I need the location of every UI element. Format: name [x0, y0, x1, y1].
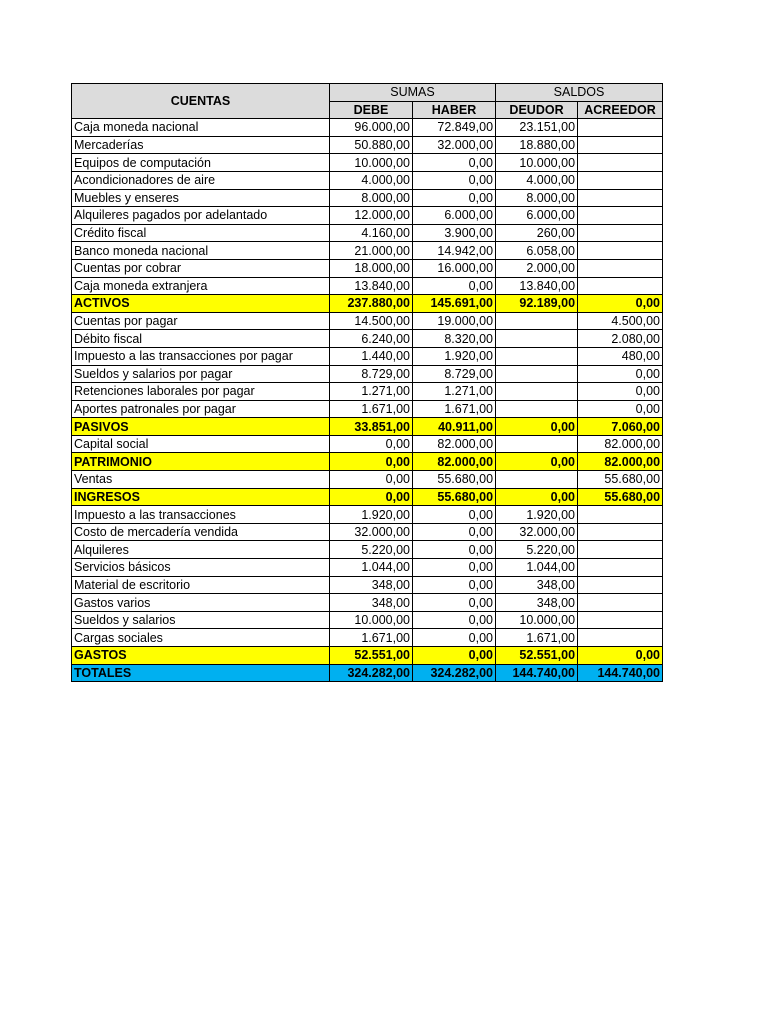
- deudor-cell: 144.740,00: [496, 664, 578, 682]
- debe-cell: 324.282,00: [330, 664, 413, 682]
- acreedor-cell: 0,00: [578, 365, 663, 383]
- haber-cell: 8.320,00: [413, 330, 496, 348]
- account-cell: Material de escritorio: [72, 576, 330, 594]
- account-cell: Alquileres: [72, 541, 330, 559]
- haber-cell: 82.000,00: [413, 453, 496, 471]
- haber-cell: 0,00: [413, 594, 496, 612]
- account-cell: PATRIMONIO: [72, 453, 330, 471]
- haber-cell: 145.691,00: [413, 295, 496, 313]
- trial-balance-table: [71, 83, 663, 682]
- debe-cell: 1.920,00: [330, 506, 413, 524]
- table-row: [72, 383, 663, 401]
- table-row: [72, 541, 663, 559]
- account-cell: Cuentas por pagar: [72, 312, 330, 330]
- table-row: [72, 330, 663, 348]
- debe-cell: 52.551,00: [330, 647, 413, 665]
- debe-cell: 10.000,00: [330, 154, 413, 172]
- deudor-cell: [496, 312, 578, 330]
- acreedor-cell: [578, 611, 663, 629]
- table-row: [72, 312, 663, 330]
- deudor-cell: 8.000,00: [496, 189, 578, 207]
- header-deudor: DEUDOR: [496, 101, 578, 119]
- acreedor-cell: [578, 189, 663, 207]
- debe-cell: 348,00: [330, 594, 413, 612]
- account-cell: GASTOS: [72, 647, 330, 665]
- table-row: [72, 523, 663, 541]
- haber-cell: 0,00: [413, 611, 496, 629]
- table-header: [72, 84, 663, 119]
- acreedor-cell: 82.000,00: [578, 453, 663, 471]
- haber-cell: 0,00: [413, 576, 496, 594]
- account-cell: Caja moneda extranjera: [72, 277, 330, 295]
- acreedor-cell: 0,00: [578, 295, 663, 313]
- header-acreedor: ACREEDOR: [578, 101, 663, 119]
- deudor-cell: [496, 365, 578, 383]
- deudor-cell: [496, 400, 578, 418]
- table-row: [72, 154, 663, 172]
- debe-cell: 4.160,00: [330, 224, 413, 242]
- account-cell: Alquileres pagados por adelantado: [72, 207, 330, 225]
- account-cell: Retenciones laborales por pagar: [72, 383, 330, 401]
- deudor-cell: 52.551,00: [496, 647, 578, 665]
- deudor-cell: 0,00: [496, 418, 578, 436]
- haber-cell: 0,00: [413, 277, 496, 295]
- haber-cell: 8.729,00: [413, 365, 496, 383]
- deudor-cell: 10.000,00: [496, 611, 578, 629]
- deudor-cell: 0,00: [496, 453, 578, 471]
- debe-cell: 0,00: [330, 453, 413, 471]
- acreedor-cell: [578, 224, 663, 242]
- deudor-cell: 1.044,00: [496, 559, 578, 577]
- debe-cell: 4.000,00: [330, 171, 413, 189]
- deudor-cell: 92.189,00: [496, 295, 578, 313]
- debe-cell: 18.000,00: [330, 259, 413, 277]
- acreedor-cell: [578, 594, 663, 612]
- haber-cell: 0,00: [413, 523, 496, 541]
- haber-cell: 1.671,00: [413, 400, 496, 418]
- subtotal-row: [72, 418, 663, 436]
- deudor-cell: 6.058,00: [496, 242, 578, 260]
- table-row: [72, 611, 663, 629]
- table-row: [72, 559, 663, 577]
- deudor-cell: 348,00: [496, 576, 578, 594]
- account-cell: Cuentas por cobrar: [72, 259, 330, 277]
- haber-cell: 3.900,00: [413, 224, 496, 242]
- deudor-cell: 260,00: [496, 224, 578, 242]
- deudor-cell: 23.151,00: [496, 119, 578, 137]
- debe-cell: 6.240,00: [330, 330, 413, 348]
- debe-cell: 10.000,00: [330, 611, 413, 629]
- haber-cell: 0,00: [413, 647, 496, 665]
- haber-cell: 0,00: [413, 629, 496, 647]
- table-row: [72, 594, 663, 612]
- haber-cell: 40.911,00: [413, 418, 496, 436]
- haber-cell: 324.282,00: [413, 664, 496, 682]
- haber-cell: 0,00: [413, 154, 496, 172]
- deudor-cell: 10.000,00: [496, 154, 578, 172]
- debe-cell: 1.671,00: [330, 400, 413, 418]
- account-cell: Impuesto a las transacciones: [72, 506, 330, 524]
- debe-cell: 12.000,00: [330, 207, 413, 225]
- acreedor-cell: [578, 136, 663, 154]
- account-cell: ACTIVOS: [72, 295, 330, 313]
- debe-cell: 21.000,00: [330, 242, 413, 260]
- table-row: [72, 277, 663, 295]
- haber-cell: 55.680,00: [413, 471, 496, 489]
- account-cell: Capital social: [72, 435, 330, 453]
- acreedor-cell: [578, 629, 663, 647]
- acreedor-cell: [578, 559, 663, 577]
- haber-cell: 0,00: [413, 506, 496, 524]
- debe-cell: 8.000,00: [330, 189, 413, 207]
- table-row: [72, 576, 663, 594]
- deudor-cell: [496, 383, 578, 401]
- account-cell: Costo de mercadería vendida: [72, 523, 330, 541]
- table-row: [72, 136, 663, 154]
- acreedor-cell: [578, 119, 663, 137]
- deudor-cell: 13.840,00: [496, 277, 578, 295]
- subtotal-row: [72, 295, 663, 313]
- acreedor-cell: 0,00: [578, 400, 663, 418]
- deudor-cell: 5.220,00: [496, 541, 578, 559]
- table-body: [72, 119, 663, 682]
- header-debe: DEBE: [330, 101, 413, 119]
- debe-cell: 13.840,00: [330, 277, 413, 295]
- account-cell: Acondicionadores de aire: [72, 171, 330, 189]
- deudor-cell: [496, 435, 578, 453]
- account-cell: PASIVOS: [72, 418, 330, 436]
- account-cell: Impuesto a las transacciones por pagar: [72, 347, 330, 365]
- account-cell: INGRESOS: [72, 488, 330, 506]
- debe-cell: 96.000,00: [330, 119, 413, 137]
- acreedor-cell: [578, 541, 663, 559]
- deudor-cell: 32.000,00: [496, 523, 578, 541]
- haber-cell: 0,00: [413, 171, 496, 189]
- debe-cell: 237.880,00: [330, 295, 413, 313]
- account-cell: Servicios básicos: [72, 559, 330, 577]
- table-row: [72, 119, 663, 137]
- account-cell: Sueldos y salarios: [72, 611, 330, 629]
- acreedor-cell: [578, 207, 663, 225]
- deudor-cell: 18.880,00: [496, 136, 578, 154]
- deudor-cell: 1.671,00: [496, 629, 578, 647]
- acreedor-cell: 4.500,00: [578, 312, 663, 330]
- debe-cell: 1.671,00: [330, 629, 413, 647]
- account-cell: Sueldos y salarios por pagar: [72, 365, 330, 383]
- account-cell: Mercaderías: [72, 136, 330, 154]
- acreedor-cell: 82.000,00: [578, 435, 663, 453]
- acreedor-cell: 0,00: [578, 383, 663, 401]
- account-cell: Débito fiscal: [72, 330, 330, 348]
- haber-cell: 32.000,00: [413, 136, 496, 154]
- acreedor-cell: 0,00: [578, 647, 663, 665]
- account-cell: Banco moneda nacional: [72, 242, 330, 260]
- header-sumas: SUMAS: [330, 84, 496, 102]
- haber-cell: 55.680,00: [413, 488, 496, 506]
- deudor-cell: [496, 471, 578, 489]
- subtotal-row: [72, 453, 663, 471]
- acreedor-cell: 2.080,00: [578, 330, 663, 348]
- deudor-cell: 1.920,00: [496, 506, 578, 524]
- deudor-cell: 4.000,00: [496, 171, 578, 189]
- table-row: [72, 365, 663, 383]
- account-cell: Muebles y enseres: [72, 189, 330, 207]
- header-saldos: SALDOS: [496, 84, 663, 102]
- table-row: [72, 435, 663, 453]
- table-row: [72, 506, 663, 524]
- acreedor-cell: 55.680,00: [578, 488, 663, 506]
- account-cell: Gastos varios: [72, 594, 330, 612]
- acreedor-cell: 144.740,00: [578, 664, 663, 682]
- deudor-cell: 348,00: [496, 594, 578, 612]
- debe-cell: 0,00: [330, 471, 413, 489]
- debe-cell: 5.220,00: [330, 541, 413, 559]
- deudor-cell: 2.000,00: [496, 259, 578, 277]
- debe-cell: 1.440,00: [330, 347, 413, 365]
- haber-cell: 14.942,00: [413, 242, 496, 260]
- table-row: [72, 347, 663, 365]
- acreedor-cell: [578, 506, 663, 524]
- subtotal-row: [72, 647, 663, 665]
- acreedor-cell: [578, 242, 663, 260]
- account-cell: Aportes patronales por pagar: [72, 400, 330, 418]
- debe-cell: 32.000,00: [330, 523, 413, 541]
- deudor-cell: [496, 347, 578, 365]
- haber-cell: 0,00: [413, 559, 496, 577]
- haber-cell: 72.849,00: [413, 119, 496, 137]
- account-cell: Ventas: [72, 471, 330, 489]
- table-row: [72, 207, 663, 225]
- haber-cell: 0,00: [413, 541, 496, 559]
- acreedor-cell: [578, 259, 663, 277]
- debe-cell: 0,00: [330, 435, 413, 453]
- header-haber: HABER: [413, 101, 496, 119]
- debe-cell: 0,00: [330, 488, 413, 506]
- haber-cell: 6.000,00: [413, 207, 496, 225]
- debe-cell: 33.851,00: [330, 418, 413, 436]
- acreedor-cell: [578, 171, 663, 189]
- account-cell: Crédito fiscal: [72, 224, 330, 242]
- table-row: [72, 471, 663, 489]
- haber-cell: 82.000,00: [413, 435, 496, 453]
- deudor-cell: 6.000,00: [496, 207, 578, 225]
- acreedor-cell: [578, 277, 663, 295]
- debe-cell: 348,00: [330, 576, 413, 594]
- account-cell: Cargas sociales: [72, 629, 330, 647]
- table-row: [72, 171, 663, 189]
- table-row: [72, 259, 663, 277]
- table-row: [72, 224, 663, 242]
- acreedor-cell: 7.060,00: [578, 418, 663, 436]
- subtotal-row: [72, 488, 663, 506]
- debe-cell: 1.271,00: [330, 383, 413, 401]
- account-cell: Caja moneda nacional: [72, 119, 330, 137]
- haber-cell: 1.920,00: [413, 347, 496, 365]
- debe-cell: 14.500,00: [330, 312, 413, 330]
- table-row: [72, 400, 663, 418]
- deudor-cell: [496, 330, 578, 348]
- debe-cell: 1.044,00: [330, 559, 413, 577]
- deudor-cell: 0,00: [496, 488, 578, 506]
- acreedor-cell: [578, 154, 663, 172]
- header-cuentas: CUENTAS: [72, 84, 330, 119]
- acreedor-cell: [578, 576, 663, 594]
- table-row: [72, 629, 663, 647]
- acreedor-cell: 55.680,00: [578, 471, 663, 489]
- account-cell: TOTALES: [72, 664, 330, 682]
- acreedor-cell: 480,00: [578, 347, 663, 365]
- totals-row: [72, 664, 663, 682]
- trial-balance-sheet: [71, 83, 663, 682]
- haber-cell: 1.271,00: [413, 383, 496, 401]
- debe-cell: 8.729,00: [330, 365, 413, 383]
- haber-cell: 16.000,00: [413, 259, 496, 277]
- haber-cell: 0,00: [413, 189, 496, 207]
- table-row: [72, 189, 663, 207]
- table-row: [72, 242, 663, 260]
- acreedor-cell: [578, 523, 663, 541]
- haber-cell: 19.000,00: [413, 312, 496, 330]
- debe-cell: 50.880,00: [330, 136, 413, 154]
- account-cell: Equipos de computación: [72, 154, 330, 172]
